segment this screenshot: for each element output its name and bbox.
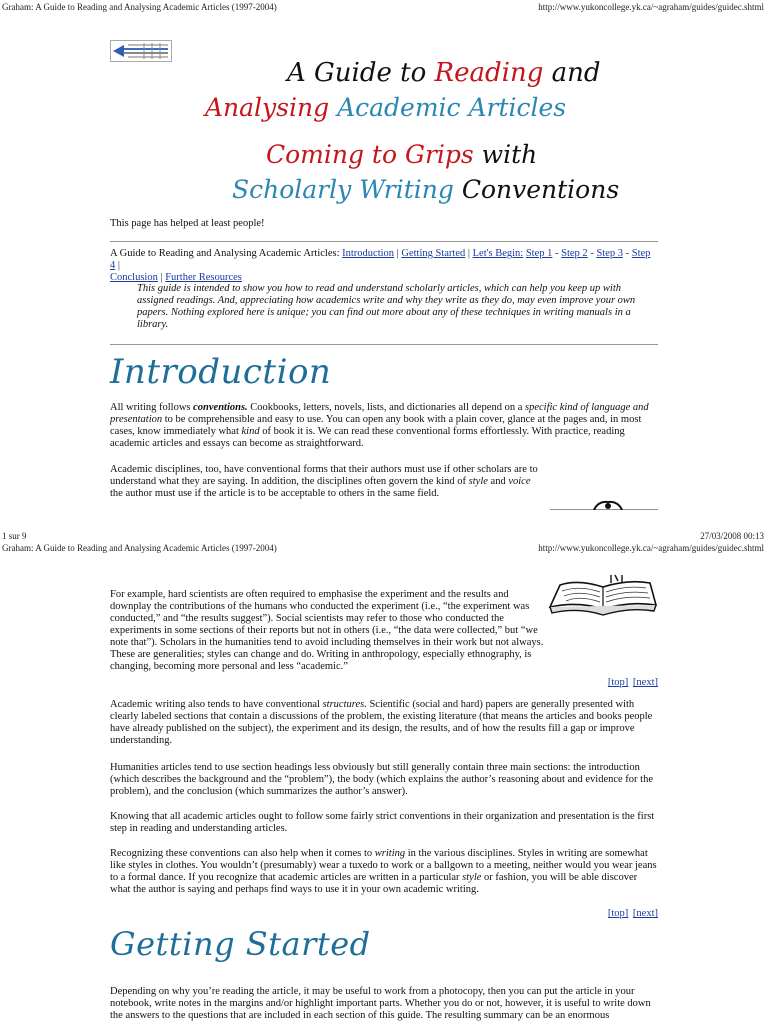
para1-text: to be comprehensible and easy to use. You can open any book with a plain cover, glance at the pages and, in most cases, know immediately what: [110, 414, 642, 437]
para1-text: All writing follows: [110, 402, 194, 413]
print-timestamp: 27/03/2008 00:13: [700, 531, 764, 541]
title-word: Reading: [434, 58, 544, 88]
para2-text: the author must use if the article is to be acceptable to others in the same field.: [110, 488, 440, 499]
top-link[interactable]: [top]: [607, 677, 629, 688]
heading-introduction: Introduction: [110, 352, 332, 392]
para4-emph: structures.: [322, 699, 367, 710]
paragraph-5: Humanities articles tend to use section headings less obviously but still generally contain three main sections: the introduction (which describes the background and the “problem”), the body (which explains the author’s reasoning about and evidence for the problem), and the conclusion (which summarizes the author’s answer).: [110, 762, 654, 797]
page1-footer: [0, 530, 768, 542]
next-link[interactable]: [next]: [632, 908, 658, 919]
nav-link-introduction[interactable]: Introduction: [342, 248, 395, 259]
title-word: with: [473, 140, 538, 169]
para7-text: Recognizing these conventions can also help when it comes to: [110, 848, 375, 859]
nav-link-step-3[interactable]: Step 3: [596, 248, 623, 259]
divider: [110, 344, 658, 345]
heading-getting-started: Getting Started: [110, 925, 371, 963]
paragraph-7: [110, 848, 658, 896]
guide-nav: A Guide to Reading and Analysing Academic Articles: Introduction | Getting Started | Let's Begin: Step 1 - Step 2 - Step 3 - Step 4 | Conclusion | Further Resources: [110, 248, 651, 283]
intro-quote: This guide is intended to show you how to read and understand scholarly articles, which can help you keep up with assigned readings. And, appreciating how academics write and why they write as they do, may even improve your own papers. Nothing explored here is unique; you can find out more about any of these techniques in writing manuals in a library.: [137, 283, 636, 330]
title-word: A Guide to: [287, 58, 435, 88]
top-link[interactable]: [top]: [607, 908, 629, 919]
para7-text: or fashion, you will be able discover what the author is saying and perhaps find ways to use it in your own academic writing.: [110, 872, 638, 895]
next-link[interactable]: [next]: [632, 677, 658, 688]
open-book-illustration: [548, 573, 658, 618]
nav-link-step-4[interactable]: Step 4: [110, 248, 651, 271]
page2-header: [0, 542, 768, 554]
top-next-links: [606, 677, 658, 688]
para7-emph: style: [462, 872, 482, 883]
open-book-icon: [550, 498, 658, 510]
page-number: 1 sur 9: [2, 531, 27, 541]
nav-link-further-resources[interactable]: Further Resources: [165, 272, 242, 283]
nav-prefix: A Guide to Reading and Analysing Academic Articles:: [110, 248, 343, 259]
paragraph-2: [110, 464, 540, 500]
para7-emph: writing: [374, 848, 406, 859]
paragraph-4: [110, 699, 658, 747]
title-line-1: [287, 58, 601, 88]
para1-text: Cookbooks, letters, novels, lists, and dictionaries all depend on a: [247, 402, 525, 413]
title-word: Scholarly Writing: [232, 175, 454, 204]
title-word: Coming to Grips: [266, 140, 474, 169]
title-word: Conventions: [453, 175, 620, 204]
para1-emph: kind: [241, 426, 260, 437]
para2-text: and: [487, 476, 509, 487]
paragraph-8: Depending on why you’re reading the article, it may be useful to work from a photocopy, then you can put the article in your notebook, write notes in the margins and/or highlight important parts. Whether you do or not, however, it is useful to write down the answers to the questions that are included in each section of this guide. The resulting summary can be an enormous: [110, 986, 651, 1021]
nav-link-lets-begin[interactable]: Let's Begin:: [472, 248, 524, 259]
page1-header-title: Graham: A Guide to Reading and Analysing Academic Articles (1997-2004): [2, 2, 277, 12]
nav-link-conclusion[interactable]: Conclusion: [110, 272, 158, 283]
counter-text: This page has helped at least people!: [110, 218, 265, 229]
nav-link-getting-started[interactable]: Getting Started: [401, 248, 466, 259]
title-line-3: [266, 140, 537, 169]
para4-text: Academic writing also tends to have conventional: [110, 699, 323, 710]
title-word: Academic Articles: [337, 93, 567, 122]
page2-header-url: http://www.yukoncollege.yk.ca/~agraham/guides/guidec.shtml: [538, 543, 764, 553]
top-next-links: [606, 908, 658, 919]
para1-text: of book it is. We can read these conventional forms effortlessly. With practice, reading academic articles and essays can become as straightforward.: [110, 426, 625, 449]
title-line-4: [232, 175, 619, 204]
para1-emph: conventions.: [193, 402, 248, 413]
para4-text: Scientific (social and hard) papers are generally presented with clearly labeled sections that contain a discussions of the problem, the existing literature (that means the articles and books people have already published on the subject), the experiment and its design, the results, and of how the results fill a gap or improve understanding.: [110, 699, 653, 746]
divider: [110, 241, 658, 242]
paragraph-1: [110, 402, 658, 450]
para1-emph: specific kind of language and presentation: [110, 402, 649, 425]
para7-text: in the various disciplines. Styles in writing are somewhat like styles in clothes. You wouldn’t (presumably) wear a tuxedo to work or a ballgown to a meeting, neither would you wear jeans to a formal dance. If you recognize that academic articles are written in a particular: [110, 848, 657, 883]
para2-text: Academic disciplines, too, have conventional forms that their authors must use if other scholars are to understand what they are saying. In addition, the disciplines often govern the kind of: [110, 464, 538, 487]
nav-link-step-2[interactable]: Step 2: [561, 248, 588, 259]
title-line-2: [205, 93, 566, 122]
para2-emph: voice: [508, 476, 531, 487]
paragraph-6: Knowing that all academic articles ought to follow some fairly strict conventions in their organization and presentation is the first step in reading and understanding articles.: [110, 811, 655, 834]
page2-header-title: Graham: A Guide to Reading and Analysing Academic Articles (1997-2004): [2, 543, 277, 553]
paragraph-3: For example, hard scientists are often required to emphasise the experiment and the results and downplay the contributions of the humans who conducted the experiment (i.e., “the experiment was conducted,” and “the results suggest”). Social scientists may refer to those who conducted the experiments in some sections of their reports but not in others (i.e., “the data were collected,” but “we note that”). Scholars in the humanities tend to avoid including themselves in their work but not always. These are generalities; styles can change and do. Writing in anthropology, especially ethnography, is changing, becoming more personal and less “academic.”: [110, 589, 544, 672]
back-arrow-logo-icon[interactable]: [110, 40, 172, 62]
page1-header-url: http://www.yukoncollege.yk.ca/~agraham/guides/guidec.shtml: [538, 2, 764, 12]
nav-link-step-1[interactable]: Step 1: [525, 248, 553, 259]
title-word: and: [543, 58, 601, 88]
title-word: Analysing: [205, 93, 338, 122]
para2-emph: style: [468, 476, 488, 487]
page1-header: [0, 1, 768, 13]
